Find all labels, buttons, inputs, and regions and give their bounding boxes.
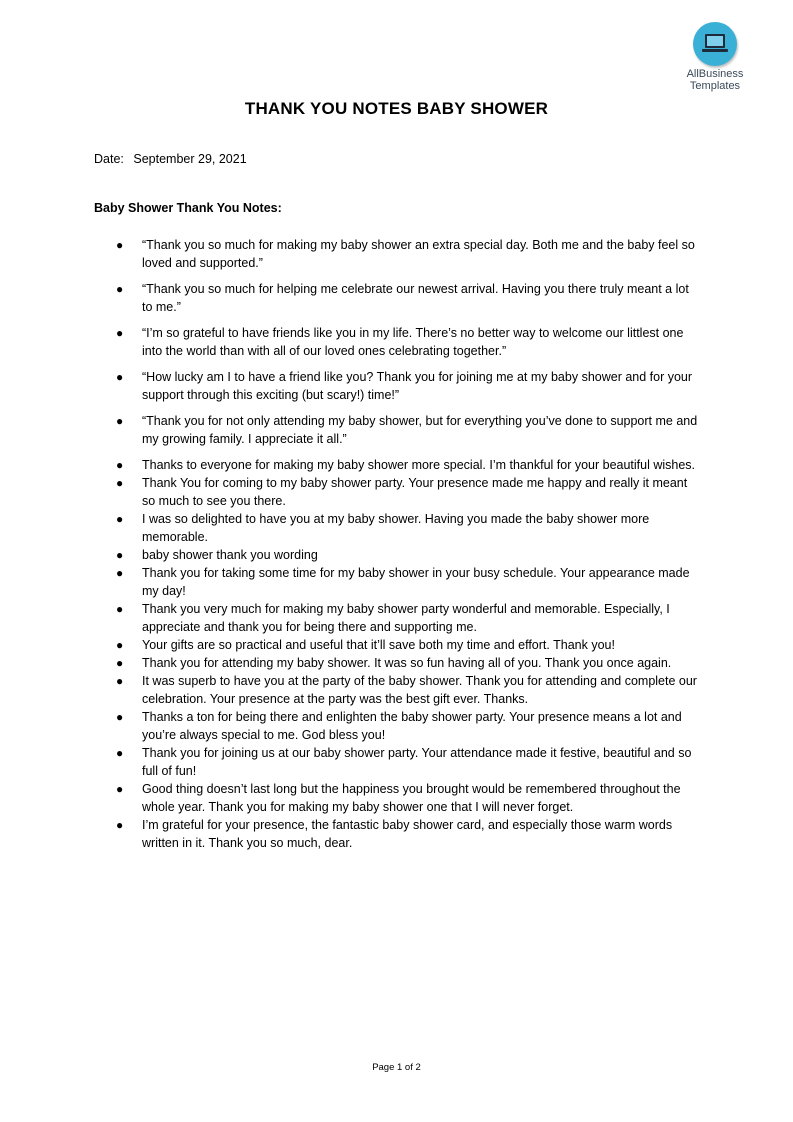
bullet-icon: ● [116, 710, 124, 724]
bullet-icon: ● [116, 818, 124, 832]
bullet-icon: ● [116, 476, 124, 490]
list-item: ● Thank you for attending my baby shower. It was so fun having all of you. Thank you once again. [116, 656, 672, 670]
list-item: ● Thank you very much for making my baby shower party wonderful and memorable. Especially, I appreciate and thank you for being there and supporting me. [116, 602, 670, 634]
list-item: ● “I’m so grateful to have friends like you in my life. There’s no better way to welcome our littlest one into the world than with all of our loved ones celebrating together.” [116, 326, 684, 358]
list-item: ● Thank you for taking some time for my baby shower in your busy schedule. Your appearance made my day! [116, 566, 690, 598]
list-item: ● It was superb to have you at the party of the baby shower. Thank you for attending and complete our celebration. Your presence at the party was the best gift ever. Thanks. [116, 674, 697, 706]
document-title: THANK YOU NOTES BABY SHOWER [244, 99, 549, 118]
list-item: ● Thanks to everyone for making my baby shower more special. I’m thankful for your beautiful wishes. [116, 458, 696, 472]
list-item: ● “How lucky am I to have a friend like you? Thank you for joining me at my baby shower and for your support through this exciting (but scary!) time!” [116, 370, 693, 402]
list-item: ● Good thing doesn’t last long but the happiness you brought would be remembered throughout the whole year. Thank you for making my baby shower one that I will never forget. [116, 782, 681, 814]
bullet-icon: ● [116, 458, 124, 472]
bullet-icon: ● [116, 238, 124, 252]
bullet-icon: ● [116, 370, 124, 384]
list-item: ● Thank You for coming to my baby shower party. Your presence made me happy and really it meant so much to see you there. [116, 476, 688, 508]
list-item: ● “Thank you for not only attending my baby shower, but for everything you’ve done to support me and my growing family. I appreciate it all.” [116, 414, 698, 446]
logo-text: AllBusiness Templates [686, 68, 744, 92]
list-item: ● Thanks a ton for being there and enlighten the baby shower party. Your presence means a lot and you’re always special to me. God bless you! [116, 710, 682, 742]
bullet-icon: ● [116, 746, 124, 760]
list-item: ● Your gifts are so practical and useful that it’ll save both my time and effort. Thank you! [116, 638, 615, 652]
list-item: ● I was so delighted to have you at my baby shower. Having you made the baby shower more memorable. [116, 512, 650, 544]
bullet-icon: ● [116, 782, 124, 796]
bullet-icon: ● [116, 656, 124, 670]
brand-logo [680, 22, 750, 92]
bullet-icon: ● [116, 326, 124, 340]
bullet-icon: ● [116, 414, 124, 428]
bullet-icon: ● [116, 512, 124, 526]
date-value: September 29, 2021 [133, 152, 247, 166]
bullet-icon: ● [116, 638, 124, 652]
notes-list [0, 236, 793, 852]
laptop-icon [693, 22, 737, 66]
list-item: ● Thank you for joining us at our baby shower party. Your attendance made it festive, beautiful and so full of fun! [116, 746, 692, 778]
date-line [94, 152, 247, 166]
bullet-icon: ● [116, 566, 124, 580]
section-heading: Baby Shower Thank You Notes: [94, 201, 282, 215]
list-item: ● “Thank you so much for helping me celebrate our newest arrival. Having you there truly meant a lot to me.” [116, 282, 689, 314]
list-item: ● baby shower thank you wording [116, 548, 318, 562]
page-number: Page 1 of 2 [372, 1062, 421, 1073]
bullet-icon: ● [116, 282, 124, 296]
bullet-icon: ● [116, 674, 124, 688]
list-item: ● I’m grateful for your presence, the fantastic baby shower card, and especially those warm words written in it. Thank you so much, dear. [116, 818, 673, 850]
list-item: ● “Thank you so much for making my baby shower an extra special day. Both me and the baby feel so loved and supported.” [116, 238, 695, 270]
bullet-icon: ● [116, 602, 124, 616]
bullet-icon: ● [116, 548, 124, 562]
date-label: Date: [94, 152, 124, 166]
